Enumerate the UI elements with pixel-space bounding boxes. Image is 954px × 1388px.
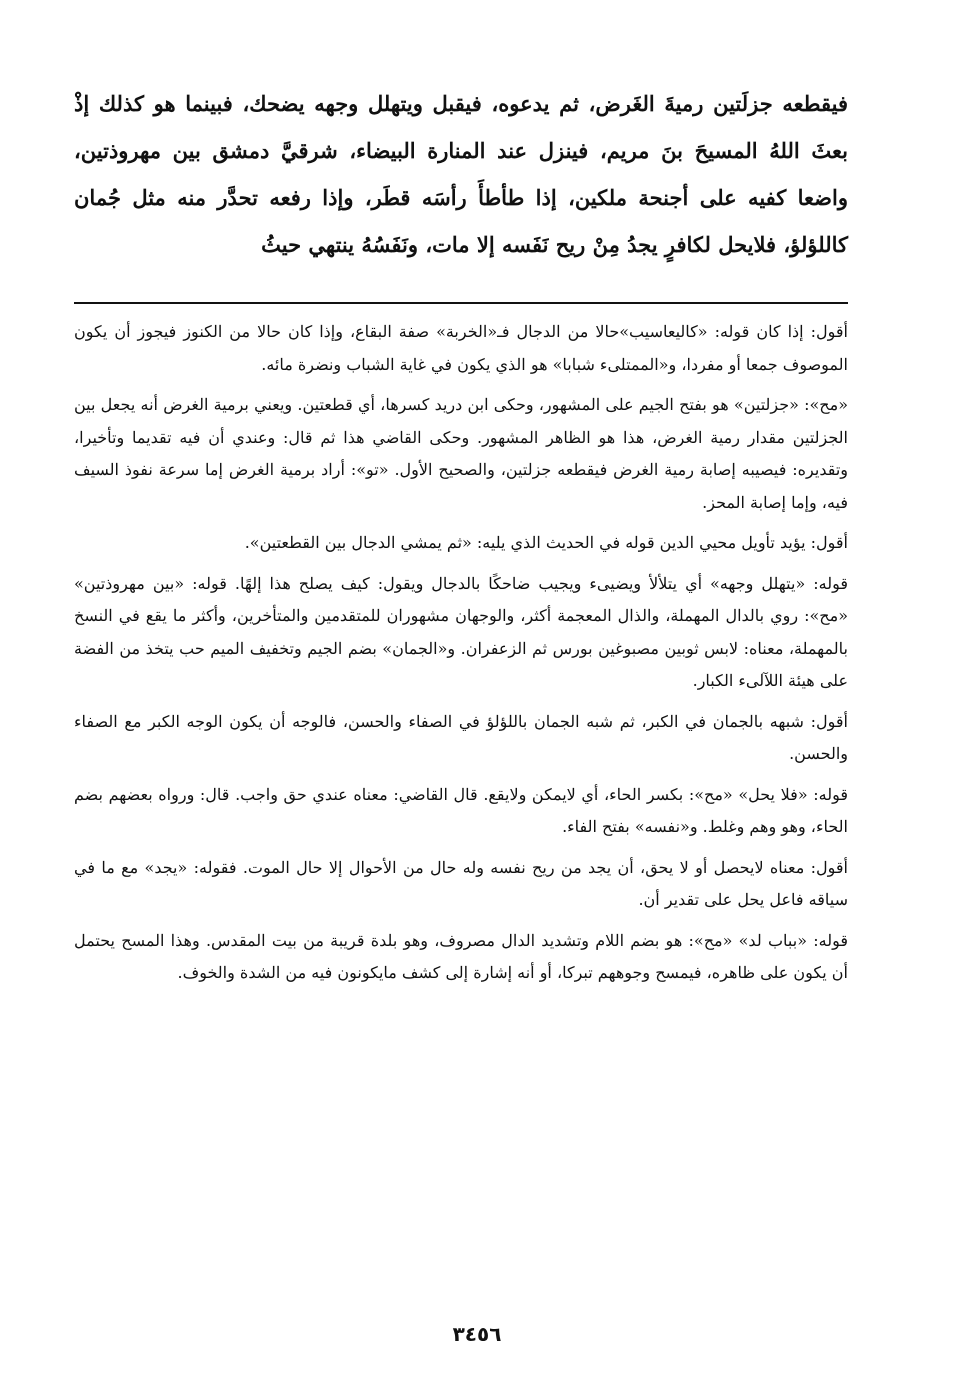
page-number: ٣٤٥٦ [452, 1322, 502, 1346]
main-text-block [74, 80, 848, 268]
commentary-paragraph-3: أقول: يؤيد تأويل محيي الدين قوله في الحديث الذي يليه: «ثم يمشي الدجال بين القطعتين». [244, 533, 848, 552]
commentary-paragraph-6: قوله: «فلا يحل» «مح»: بكسر الحاء، أي لايمكن ولايقع. قال القاضي: معناه عندي حق واجب. قال: ورواه بعضهم بضم الحاء، وهو وهم وغلط. و«نفسه» بفتح الفاء. [74, 784, 848, 836]
commentary-paragraph-4: قوله: «يتهلل وجهه» أي يتلألأ ويضيىء ويجيب ضاحكًا بالدجال ويقول: كيف يصلح هذا إلهًا. قوله: «بين مهروذتين» «مح»: روي بالدال المهملة، والذال المعجمة أكثر، والوجهان مشهوران للمتقدمين والمتأخرين، وأكثر ما يقع في النسخ بالمهملة، معناه: لابس ثوبين مصبوغين بورس ثم الزعفران. و«الجمان» بضم الجيم وتخفيف الميم حب يتخذ من الفضة على هيئة اللآلىء الكبار. [74, 573, 848, 690]
separator-line [74, 302, 848, 304]
main-hadith-text: فيقطعه جزلَتين رميةَ الغَرض، ثم يدعوه، فيقبل ويتهلل وجهه يضحك، فبينما هو كذلك إذْ بعثَ اللهُ المسيحَ بنَ مريم، فينزل عند المنارة البيضاء، شرقيَّ دمشق بين مهروذتين، واضعا كفيه على أجنحة ملكين، إذا طأطأَ رأسَه قطَر، وإذا رفعه تحدَّر منه مثل جُمان كاللؤلؤ، فلايحل لكافرٍ يجدُ مِنْ ريح نَفَسه إلا مات، ونَفَسُهُ ينتهي حيثُ [74, 91, 848, 257]
commentary-paragraph-7: أقول: معناه لايحصل أو لا يحق، أن يجد من ريح نفسه وله حال من الأحوال إلا حال الموت. فقوله: «يجد» مع ما في سياقه فاعل يحل على تقدير أن. [74, 857, 848, 909]
commentary-paragraph-5: أقول: شبهه بالجمان في الكبر، ثم شبه الجمان باللؤلؤ في الصفاء والحسن، فالوجه أن يكون الوجه الكبر مع الصفاء والحسن. [74, 711, 848, 763]
commentary-paragraph-8: قوله: «بباب لد» «مح»: هو بضم اللام وتشديد الدال مصروف، وهو بلدة قريبة من بيت المقدس. وهذا المسح يحتمل أن يكون على ظاهره، فيمسح وجوههم تبركا، أو أنه إشارة إلى كشف مايكونون فيه من الشدة والخوف. [74, 930, 848, 982]
commentary-section [74, 316, 848, 998]
commentary-paragraph-1: أقول: إذا كان قوله: «كاليعاسيب»حالا من الدجال فـ«الخربة» صفة البقاع، وإذا كان حالا من الكنوز فيجوز أن يكون الموصوف جمعا أو مفردا، و«الممتلىء شبابا» هو الذي يكون في غاية الشباب ونضرة مائه. [74, 322, 848, 374]
commentary-paragraph-2: «مح»: «جزلتين» هو بفتح الجيم على المشهور، وحكى ابن دريد كسرها، أي قطعتين. ويعني برمية الغرض أنه يجعل بين الجزلتين مقدار رمية الغرض، هذا هو الظاهر المشهور. وحكى القاضي هذا ثم قال: وعندي أن فيه تقديما وتأخيرا، وتقديره: فيصيبه إصابة رمية الغرض فيقطعه جزلتين، والصحيح الأول. «تو»: أراد برمية الغرض إما سرعة نفوذ السيف فيه، وإما إصابة المحز. [74, 395, 848, 512]
